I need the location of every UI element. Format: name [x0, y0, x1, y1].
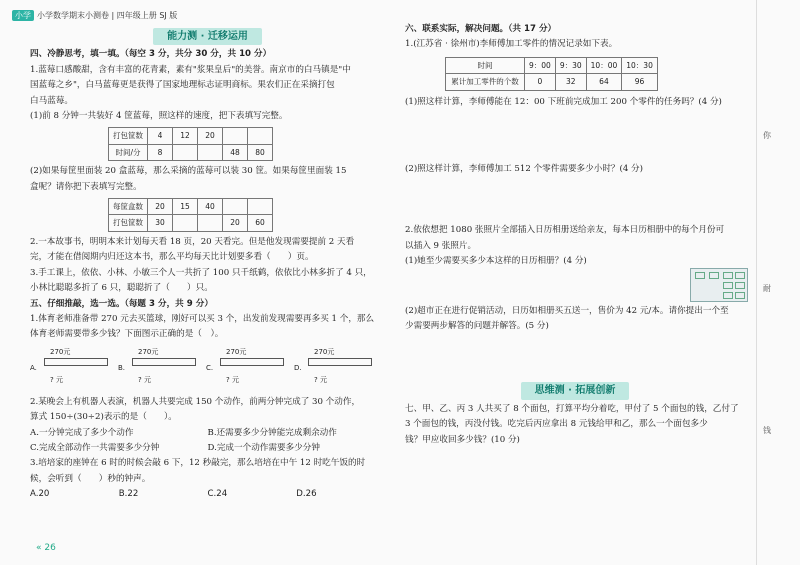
q5-2-text: 2.某晚会上有机器人表演，机器人共要完成 150 个动作，前两分钟完成了 30 个动作， — [30, 396, 361, 407]
table-blank[interactable] — [248, 199, 273, 215]
q6-2-text: 2.依依想把 1080 张照片全部插入日历相册送给亲友，每本日历相册中的每个月份可 — [405, 225, 725, 236]
option-d-diagram[interactable]: 270元 D. ? 元 — [294, 345, 378, 393]
q4-2-text: 完，才能在借阅期内归还这本书，那么平均每天比计划要多看（ ）页。 — [30, 252, 314, 263]
side-note: 你 — [763, 131, 771, 140]
q4-3-text: 小林比聪聪多折了 6 只，聪聪折了（ ）只。 — [30, 283, 213, 294]
table-blank[interactable] — [173, 144, 198, 160]
q4-1-1-text: (1)前 8 分钟一共装好 4 筐蓝莓，照这样的速度，把下表填写完整。 — [30, 111, 288, 122]
section-banner-ability: 能力测 · 迁移运用 — [30, 28, 385, 45]
right-column — [405, 22, 745, 448]
parts-table: 时间 9：00 9：30 10：00 10：30 累计加工零件的个数 0 32 64 96 — [445, 57, 658, 91]
section-6-title: 六、联系实际，解决问题。（共 17 分） — [405, 24, 557, 34]
section-banner-thinking: 思维测 · 拓展创新 — [405, 382, 745, 399]
q7-text: 钱？甲应收回多少钱？(10 分) — [405, 434, 520, 445]
q4-3-text: 3.手工课上，依依、小林、小敏三个人一共折了 100 只千纸鹤，依依比小林多折了 4 只， — [30, 267, 372, 278]
q6-1-1-text: (1)照这样计算，李师傅能在 12：00 下班前完成加工 200 个零件的任务吗？(4 分) — [405, 96, 722, 107]
choice-d[interactable]: D.完成一个动作需要多少分钟 — [207, 442, 320, 453]
left-column — [30, 22, 385, 503]
choice-a[interactable]: A.20 — [30, 489, 50, 500]
q5-2-choices — [30, 426, 385, 441]
blueberry-table-2: 每筐盒数 20 15 40 打包筐数 30 20 60 — [108, 198, 273, 232]
blueberry-table-1: 打包筐数 4 12 20 时间/分 8 48 80 — [108, 127, 273, 161]
choice-c[interactable]: C.完成全部动作一共需要多少分钟 — [30, 442, 160, 453]
choice-c[interactable]: C.24 — [207, 489, 228, 500]
header-title: 小学数学期末小测卷 — [37, 11, 109, 20]
q5-2-text: 算式 150÷(30÷2)表示的是（ ）。 — [30, 412, 177, 423]
choice-a[interactable]: A.一分钟完成了多少个动作 — [30, 427, 134, 438]
q7-text: 七、甲、乙、丙 3 人共买了 8 个面包，打算平均分着吃，甲付了 5 个面包的钱，乙付了 — [405, 403, 739, 414]
table-blank[interactable] — [198, 215, 223, 231]
q5-1-diagram-options — [30, 345, 385, 393]
table-blank[interactable] — [248, 128, 273, 144]
page-fold-line — [756, 0, 757, 565]
choice-b[interactable]: B.22 — [118, 489, 139, 500]
choice-d[interactable]: D.26 — [296, 489, 317, 500]
q5-1-text: 1.体育老师准备带 270 元去买篮球，刚好可以买 3 个，出发前发现需要再多买 1 个，那么 — [30, 313, 375, 324]
section-5-title: 五、仔细推敲，选一选。（每题 3 分，共 9 分） — [30, 298, 213, 309]
q5-3-text: 候，会听到（ ）秒的钟声。 — [30, 473, 151, 484]
q6-2-text: 以插入 9 张照片。 — [405, 240, 477, 251]
side-note: 钱 — [763, 426, 771, 435]
page-number: « 26 — [36, 543, 56, 553]
option-a-diagram[interactable]: 270元 A. ? 元 — [30, 345, 114, 393]
table-blank[interactable] — [173, 215, 198, 231]
q5-2-choices — [30, 441, 385, 456]
header-edition: SJ 版 — [159, 11, 178, 20]
table-blank[interactable] — [198, 144, 223, 160]
q6-1-2-text: (2)照这样计算，李师傅加工 512 个零件需要多少小时？(4 分) — [405, 164, 644, 175]
q4-1-text: 白马蓝莓。 — [30, 95, 73, 106]
option-c-diagram[interactable]: 270元 C. ? 元 — [206, 345, 290, 393]
q6-2-2-text: 少需要两步解答的问题并解答。(5 分) — [405, 321, 549, 332]
q5-3-text: 3.培培家的座钟在 6 时的时候会敲 6 下，12 秒敲完，那么培培在中午 12 时吃午饭的时 — [30, 458, 366, 469]
q6-2-1-text: (1)她至少需要买多少本这样的日历相册？(4 分) — [405, 256, 587, 267]
q6-2-2-text: (2)超市正在进行促销活动，日历如相册买五送一，售价为 42 元/本。请你提出一个至 — [405, 305, 729, 316]
q5-3-choices — [30, 487, 385, 502]
header-tag: 小学 — [12, 10, 34, 21]
q7-text: 3 个面包的钱，丙没付钱。吃完后丙应拿出 8 元钱给甲和乙，那么一个面包多少 — [405, 419, 708, 430]
q5-1-text: 体育老师需要带多少钱？下面图示正确的是（ ）。 — [30, 329, 224, 340]
q4-1-2-text: (2)如果每筐里面装 20 盒蓝莓，那么采摘的蓝莓可以装 30 筐。如果每筐里面装 15 — [30, 166, 347, 177]
answer-space[interactable] — [405, 334, 745, 376]
side-note: 耐 — [763, 284, 771, 293]
q4-1-2-text: 盒呢？请你把下表填写完整。 — [30, 181, 142, 192]
q6-1-text: 1.(江苏省 · 徐州市)李师傅加工零件的情况记录如下表。 — [405, 39, 618, 50]
choice-b[interactable]: B.还需要多少分钟能完成剩余动作 — [207, 427, 337, 438]
page-header: 小学 小学数学期末小测卷 | 四年级上册 SJ 版 — [12, 10, 177, 21]
calendar-album-picture — [690, 268, 748, 302]
answer-space[interactable] — [405, 177, 745, 223]
section-4-title: 四、冷静思考，填一填。（每空 3 分，共分 30 分，共 10 分） — [30, 49, 272, 60]
table-blank[interactable] — [223, 199, 248, 215]
header-grade: 四年级上册 — [116, 11, 157, 20]
q4-1-text: 国蓝莓之乡"，白马蓝莓更是获得了国家地理标志证明商标。果农们正在采摘打包 — [30, 80, 335, 91]
option-b-diagram[interactable]: 270元 B. ? 元 — [118, 345, 202, 393]
q4-2-text: 2.一本故事书，明明本来计划每天看 18 页，20 天看完。但是他发现需要提前 2 天看 — [30, 236, 355, 247]
answer-space[interactable] — [405, 110, 745, 162]
table-blank[interactable] — [223, 128, 248, 144]
q4-1-text: 1.蓝莓口感酸甜，含有丰富的花青素，素有"浆果皇后"的美誉。南京市的白马镇是"中 — [30, 64, 351, 75]
